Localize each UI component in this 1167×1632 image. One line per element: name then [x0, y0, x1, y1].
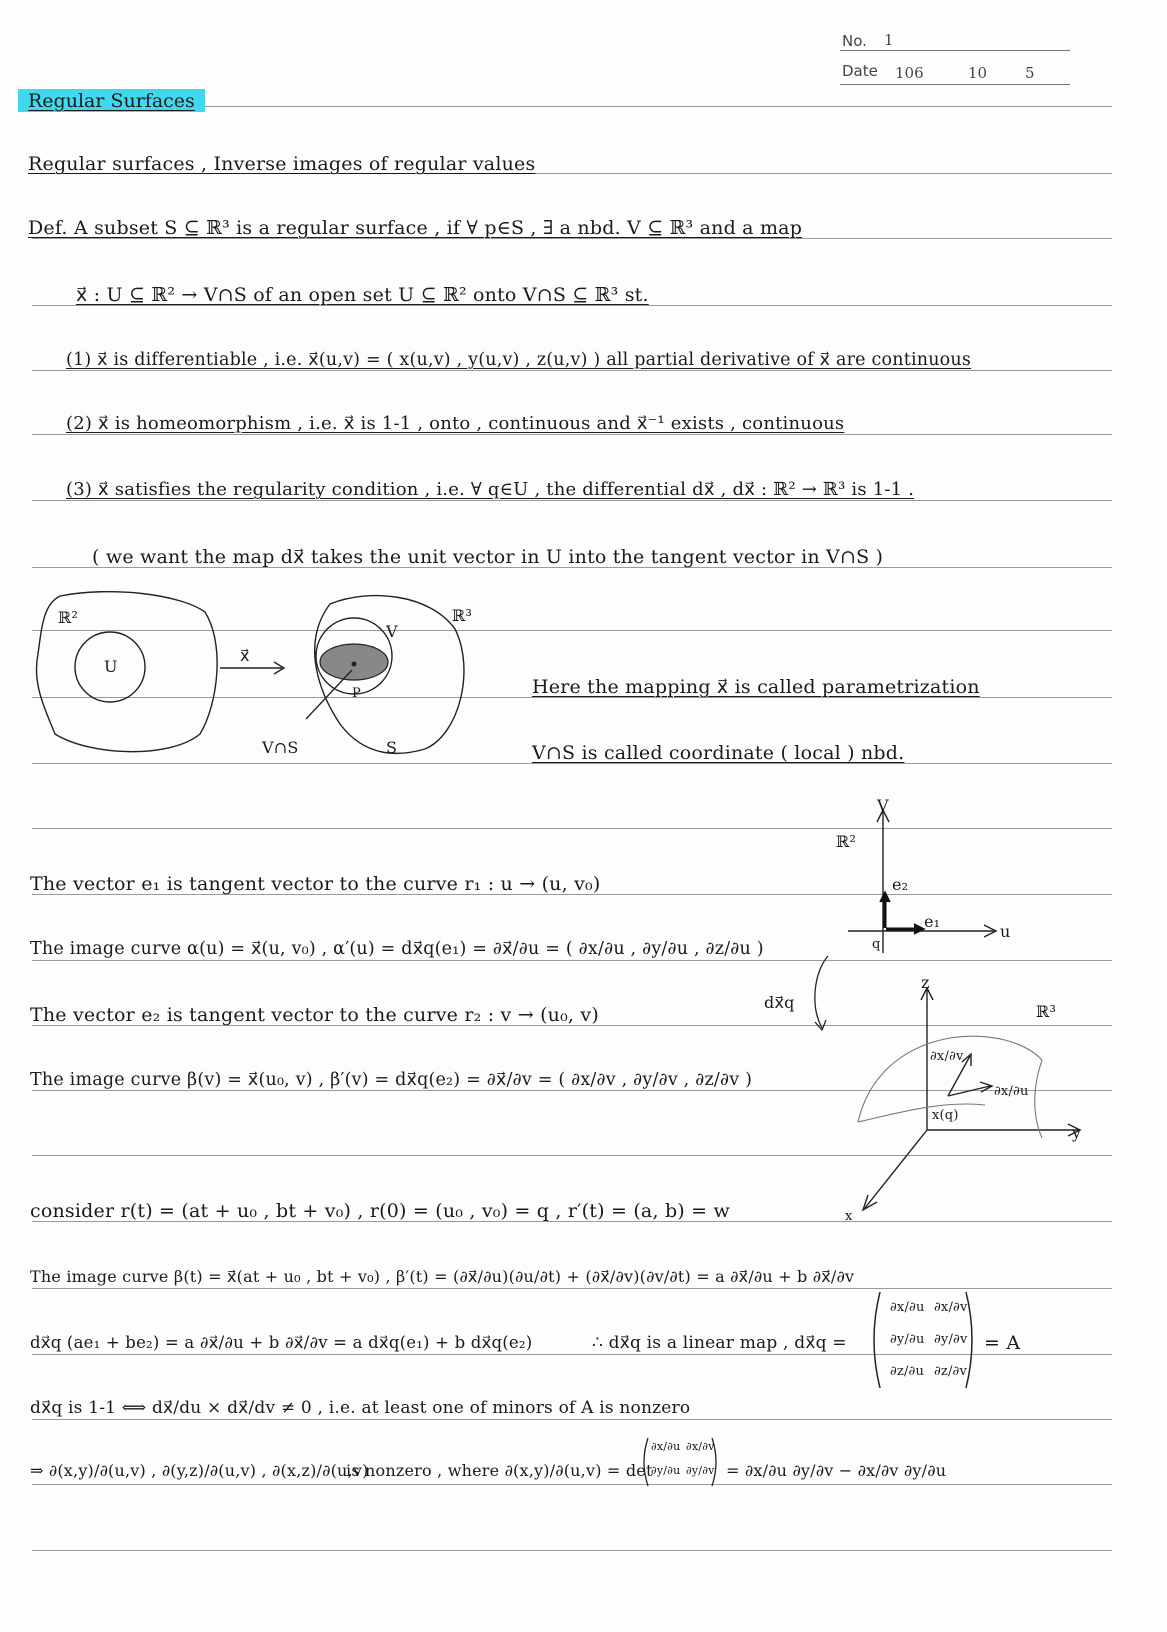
- date-day: 5: [1025, 64, 1035, 82]
- image-curve-beta-t-line: The image curve β(t) = x⃗(at + u₀ , bt + v₀) , β′(t) = (∂x⃗/∂u)(∂u/∂t) + (∂x⃗/∂v)(∂v/∂t) = a ∂x⃗/∂u + b ∂x⃗/∂v: [30, 1267, 855, 1286]
- page-title: Regular Surfaces: [18, 89, 205, 112]
- matrix-a22: ∂y/∂v: [934, 1332, 968, 1347]
- fig3-label-x: x: [845, 1209, 853, 1224]
- jacobian-list: ⇒ ∂(x,y)/∂(u,v) , ∂(y,z)/∂(u,v) , ∂(x,z)/∂(u,v): [30, 1461, 369, 1480]
- fig3-label-z: z: [921, 973, 930, 992]
- image-curve-beta-line: The image curve β(v) = x⃗(u₀, v) , β′(v) = dx⃗q(e₂) = ∂x⃗/∂v = ( ∂x/∂v , ∂y/∂v , ∂z/∂v ): [30, 1070, 753, 1090]
- parametrization-diagram: [30, 584, 490, 774]
- parametrization-note: Here the mapping x⃗ is called parametrization: [532, 676, 980, 698]
- fig3-label-xq: x(q): [932, 1108, 959, 1123]
- note-line: ( we want the map dx⃗ takes the unit vector in U into the tangent vector in V∩S ): [92, 546, 884, 568]
- fig3-label-dxdv: ∂x/∂v: [930, 1049, 964, 1064]
- fig2-label-r2: ℝ²: [836, 832, 857, 851]
- fig3-label-r3: ℝ³: [1036, 1002, 1057, 1021]
- date-month: 10: [968, 64, 988, 82]
- fig1-label-r2: ℝ²: [58, 608, 79, 627]
- fig2-label-u: u: [1000, 922, 1011, 941]
- ruled-line: [32, 1484, 1112, 1485]
- date-label: Date: [842, 62, 878, 80]
- matrix-a12: ∂x/∂v: [934, 1300, 968, 1315]
- map-line: x⃗ : U ⊆ ℝ² → V∩S of an open set U ⊆ ℝ² onto V∩S ⊆ ℝ³ st.: [76, 284, 649, 306]
- date-year: 106: [895, 64, 924, 82]
- no-label: No.: [842, 32, 867, 50]
- condition-2: (2) x⃗ is homeomorphism , i.e. x⃗ is 1-1 , onto , continuous and x⃗⁻¹ exists , continuous: [66, 413, 845, 434]
- det-a12: ∂x/∂v: [686, 1440, 715, 1453]
- det-a11: ∂x/∂u: [651, 1440, 681, 1453]
- jacobian-definition: is nonzero , where ∂(x,y)/∂(u,v) = det: [346, 1461, 653, 1480]
- one-one-line: dx⃗q is 1-1 ⟺ dx⃗/du × dx⃗/dv ≠ 0 , i.e. at least one of minors of A is nonzero: [30, 1398, 691, 1418]
- ruled-line: [32, 1550, 1112, 1551]
- vector-e1-line: The vector e₁ is tangent vector to the curve r₁ : u → (u, v₀): [30, 873, 601, 895]
- fig2-label-e2: e₂: [892, 875, 909, 894]
- matrix-a32: ∂z/∂v: [934, 1364, 968, 1379]
- matrix-a11: ∂x/∂u: [890, 1300, 925, 1315]
- fig2-label-v: V: [877, 796, 889, 815]
- matrix-a31: ∂z/∂u: [890, 1364, 925, 1379]
- det-a22: ∂y/∂v: [686, 1464, 715, 1477]
- matrix-a21: ∂y/∂u: [890, 1332, 925, 1347]
- fig1-label-u: U: [104, 657, 118, 676]
- definition-line: Def. A subset S ⊆ ℝ³ is a regular surface , if ∀ p∈S , ∃ a nbd. V ⊆ ℝ³ and a map: [28, 217, 803, 239]
- condition-1: (1) x⃗ is differentiable , i.e. x⃗(u,v) = ( x(u,v) , y(u,v) , z(u,v) ) all partial derivative of x⃗ are continuous: [66, 350, 972, 370]
- linear-map-statement: ∴ dx⃗q is a linear map , dx⃗q =: [592, 1333, 847, 1353]
- fig1-label-x: x⃗: [240, 646, 250, 665]
- fig2-label-q: q: [872, 937, 881, 952]
- fig1-label-r3: ℝ³: [452, 606, 473, 625]
- fig2-label-e1: e₁: [924, 912, 941, 931]
- consider-line: consider r(t) = (at + u₀ , bt + v₀) , r(0) = (u₀ , v₀) = q , r′(t) = (a, b) = w: [30, 1200, 730, 1222]
- coordinate-note: V∩S is called coordinate ( local ) nbd.: [532, 742, 905, 764]
- xyz-space-diagram: [780, 950, 1100, 1220]
- det-a21: ∂y/∂u: [651, 1464, 681, 1477]
- equals-a: = A: [984, 1332, 1021, 1354]
- image-curve-alpha-line: The image curve α(u) = x⃗(u, v₀) , α′(u) = dx⃗q(e₁) = ∂x⃗/∂u = ( ∂x/∂u , ∂y/∂u , ∂z/∂u ): [30, 939, 764, 959]
- subtitle: Regular surfaces , Inverse images of regular values: [28, 153, 536, 175]
- fig1-label-v: V: [386, 622, 398, 641]
- fig1-label-s: S: [386, 738, 398, 757]
- date-rule: [840, 84, 1070, 85]
- fig3-label-dxq: dx⃗q: [764, 993, 795, 1012]
- jacobian-expansion: = ∂x/∂u ∂y/∂v − ∂x/∂v ∂y/∂u: [726, 1461, 947, 1480]
- no-value: 1: [884, 31, 894, 49]
- linearity-line: dx⃗q (ae₁ + be₂) = a ∂x⃗/∂u + b ∂x⃗/∂v = a dx⃗q(e₁) + b dx⃗q(e₂): [30, 1333, 533, 1352]
- condition-3: (3) x⃗ satisfies the regularity condition , i.e. ∀ q∈U , the differential dx⃗ , dx⃗ : ℝ² → ℝ³ is 1-1 .: [66, 479, 915, 500]
- fig3-label-y: y: [1072, 1123, 1082, 1142]
- header-rule: [840, 50, 1070, 51]
- fig1-label-p: P: [352, 686, 361, 701]
- fig1-label-vns: V∩S: [262, 738, 299, 757]
- vector-e2-line: The vector e₂ is tangent vector to the curve r₂ : v → (u₀, v): [30, 1004, 599, 1026]
- fig3-label-dxdu: ∂x/∂u: [994, 1084, 1029, 1099]
- uv-plane-diagram: [840, 798, 1010, 958]
